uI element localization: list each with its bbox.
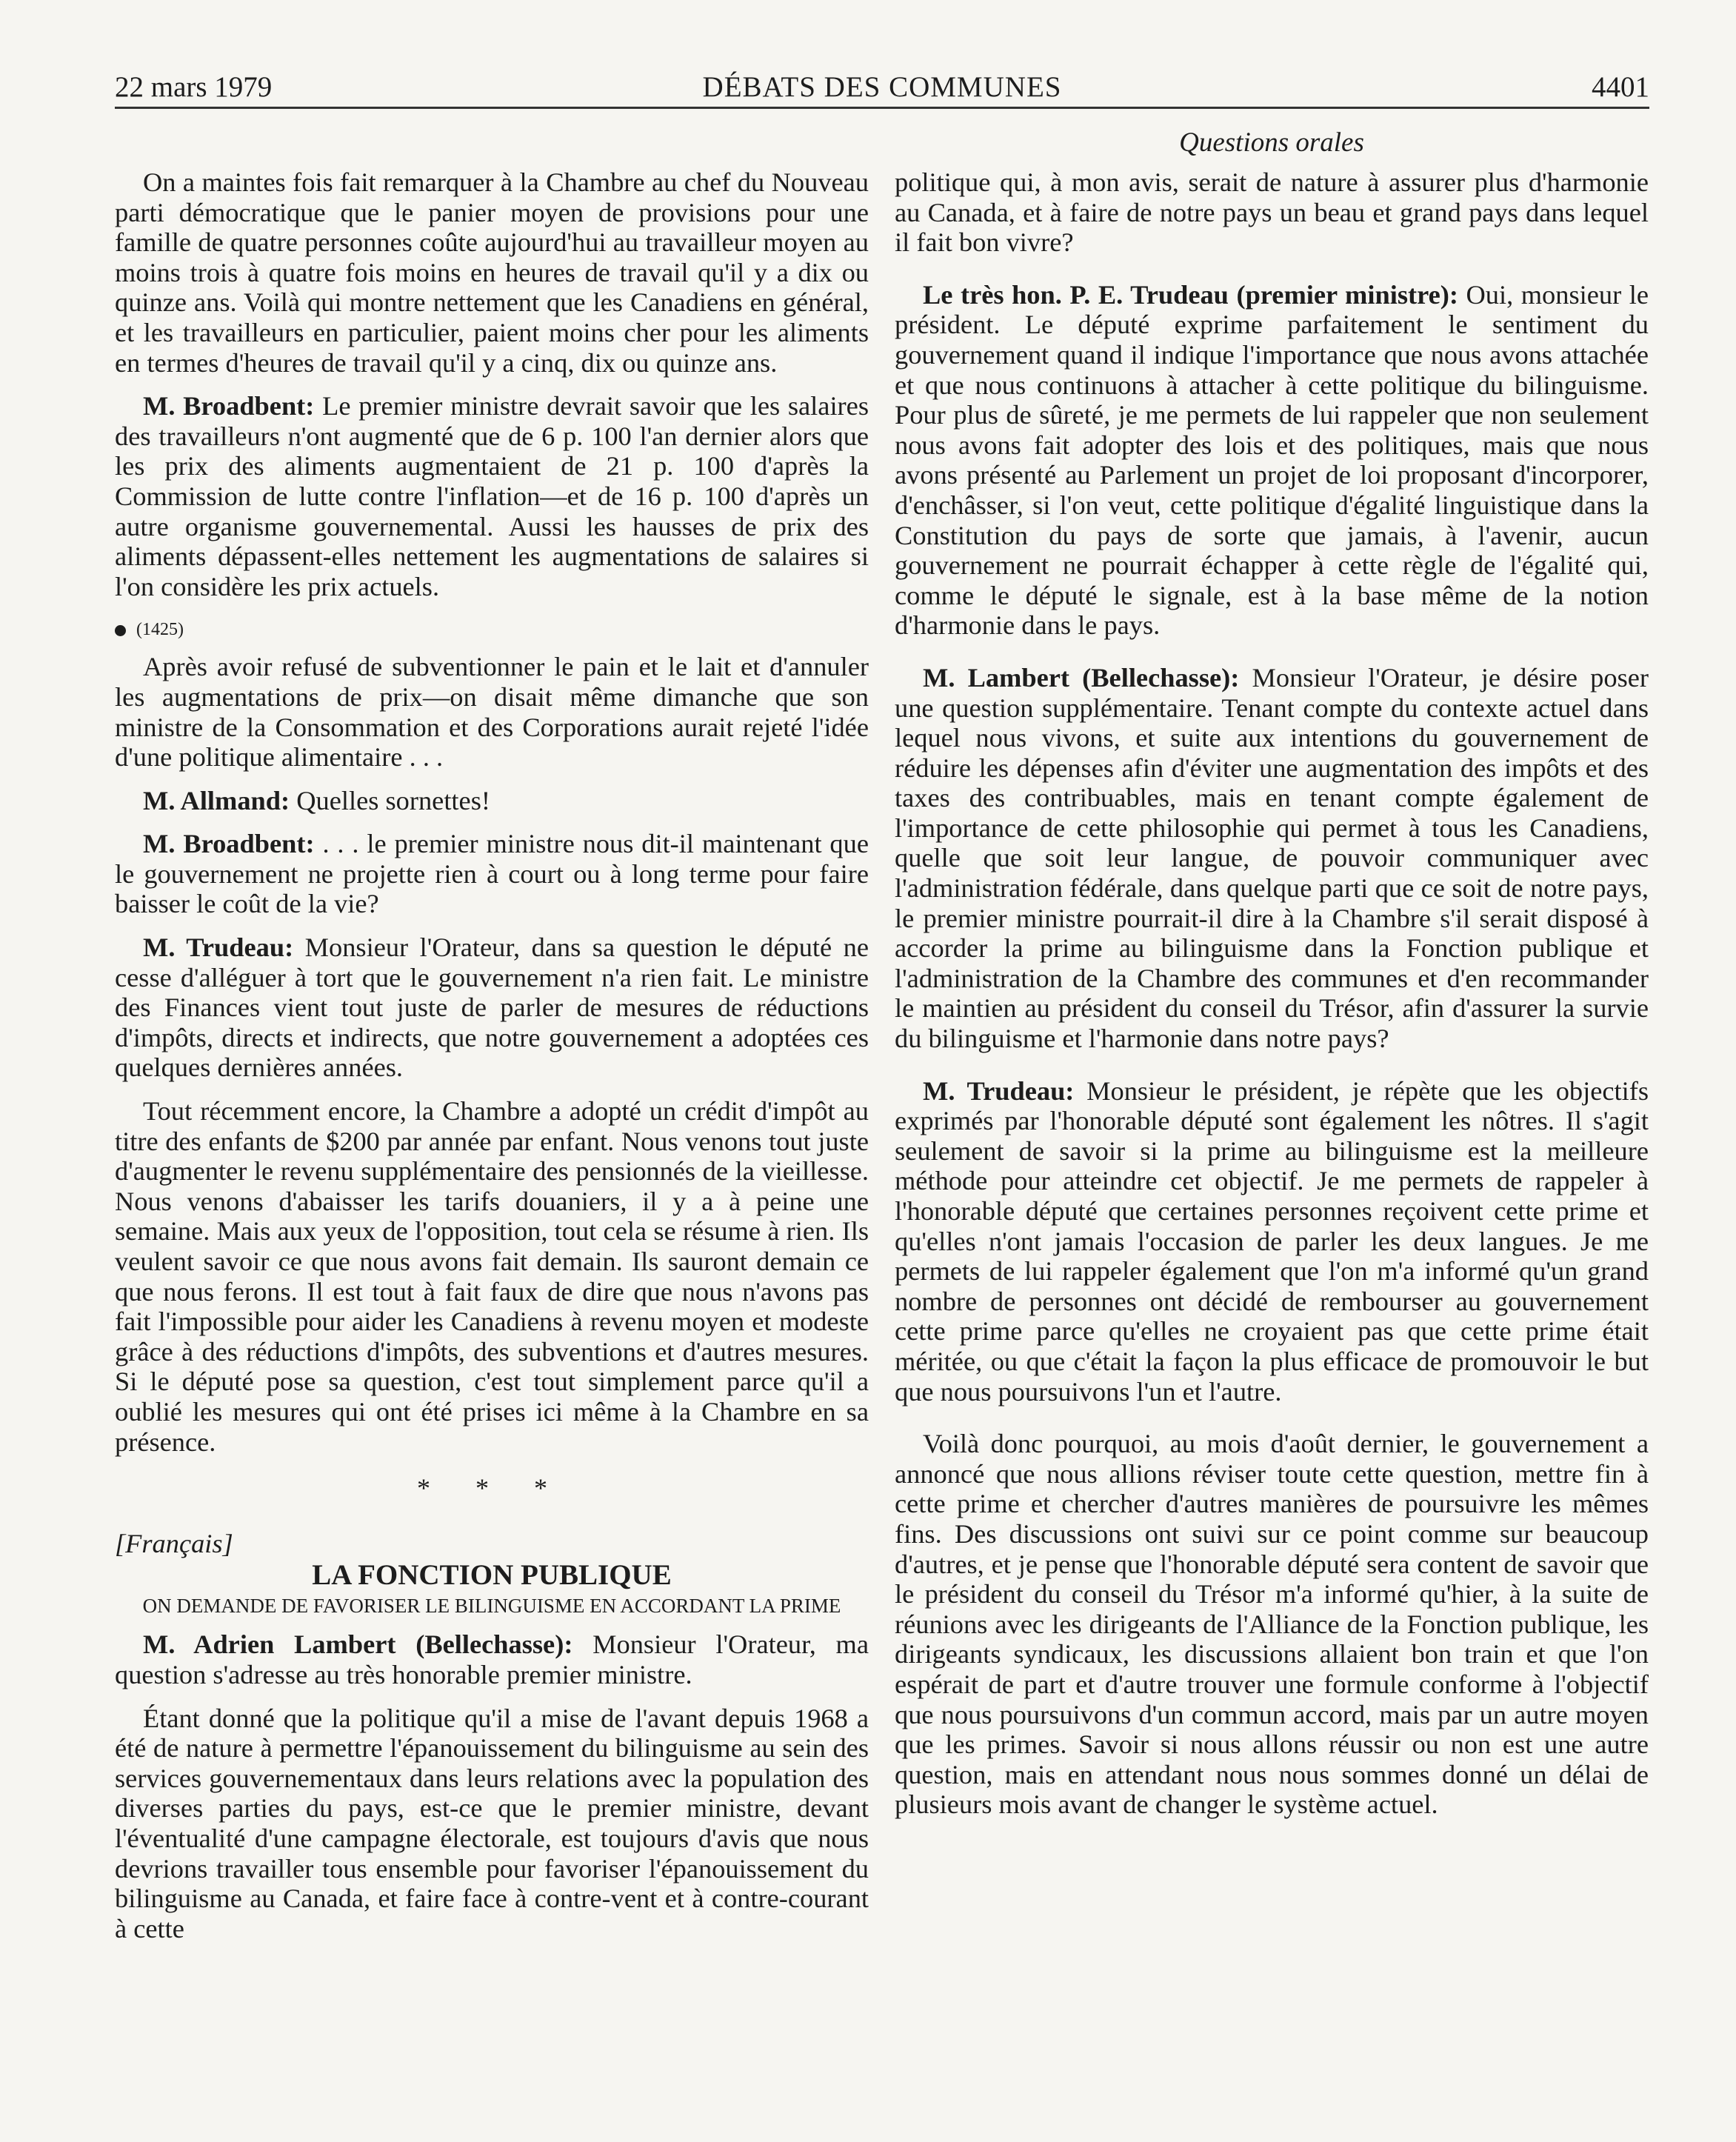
section-separator: * * * xyxy=(417,1473,567,1504)
paragraph xyxy=(115,829,869,919)
column-heading: Questions orales xyxy=(1179,127,1364,158)
speaker-name: M. Broadbent: xyxy=(143,391,315,421)
speaker-name: M. Allmand: xyxy=(143,785,290,815)
speaker-name: M. Trudeau: xyxy=(923,1075,1075,1106)
speaker-name: Le très hon. P. E. Trudeau (premier ministre): xyxy=(923,279,1458,310)
paragraph xyxy=(115,786,869,816)
paragraph: Tout récemment encore, la Chambre a adopté un crédit d'impôt au titre des enfants de $200 par année par enfant. Nous venons tout juste d'augmenter le revenu supplémentaire des pensionnés de la vieillesse. Nous venons d'abaisser les tarifs douaniers, il y a à peine une semaine. Mais aux yeux de l'opposition, tout cela se résume à rien. Ils veulent savoir ce que nous avons fait demain. Ils sauront demain ce que nous ferons. Il est tout à fait faux de dire que nous n'avons pas fait l'impossible pour aider les Canadiens à revenu moyen et modeste grâce à des réductions d'impôts, des subventions et d'autres mesures. Si le député pose sa question, c'est tout simplement parce qu'il a oublié les mesures qui ont été prises ici même à la Chambre en sa présence. xyxy=(115,1096,869,1457)
paragraph xyxy=(115,1629,869,1689)
speaker-name: M. Trudeau: xyxy=(143,932,294,963)
right-column xyxy=(895,167,1649,1833)
speech-text: . . . le premier ministre nous dit-il maintenant que le gouvernement ne projette rien à court ou à long terme pour faire baisser le coût de la vie? xyxy=(115,829,869,919)
paragraph: Étant donné que la politique qu'il a mise de l'avant depuis 1968 a été de nature à permettre l'épanouissement du bilinguisme au sein des services gouvernementaux dans leurs relations avec la population des diverses parties du pays, est-ce que le premier ministre, devant l'éventualité d'une campagne électorale, est toujours d'avis que nous devrions travailler tous ensemble pour favoriser l'épanouissement du bilinguisme au Canada, et faire face à contre-vent et à contre-courant à cette xyxy=(115,1703,869,1944)
bullet-dot-icon xyxy=(115,625,126,636)
header-title: DÉBATS DES COMMUNES xyxy=(702,71,1062,103)
paragraph: Après avoir refusé de subventionner le pain et le lait et d'annuler les augmentations de prix—on disait même dimanche que son ministre de la Consommation et des Corporations aurait rejeté l'idée d'une politique alimentaire . . . xyxy=(115,652,869,773)
speech-text: Le premier ministre devrait savoir que les salaires des travailleurs n'ont augmenté que de 6 p. 100 l'an dernier alors que les prix des aliments augmentaient de 21 p. 100 d'après la Commission de lutte contre l'inflation—et de 16 p. 100 d'après un autre organisme gouvernemental. Aussi les hausses de prix des aliments dépassent-elles nettement les augmentations de salaires si l'on considère les prix actuels. xyxy=(115,391,869,601)
time-marker-label: (1425) xyxy=(136,620,184,640)
speech-text: Quelles sornettes! xyxy=(290,785,490,815)
left-column xyxy=(115,167,869,1957)
page-number: 4401 xyxy=(1592,71,1649,103)
language-marker: [Français] xyxy=(115,1528,233,1558)
header-rule xyxy=(115,107,1649,109)
speaker-name: M. Lambert (Bellechasse): xyxy=(923,662,1240,693)
paragraph xyxy=(895,1076,1649,1407)
speech-text: Monsieur l'Orateur, ma question s'adresse au très honorable premier ministre. xyxy=(115,1629,869,1689)
paragraph xyxy=(895,663,1649,1054)
paragraph xyxy=(895,280,1649,641)
time-marker xyxy=(115,615,869,644)
speech-text: Monsieur le président, je répète que les objectifs exprimés par l'honorable député sont également les nôtres. Il s'agit seulement de savoir si la prime au bilinguisme est la meilleure méthode pour atteindre cet objectif. Je me permets de rappeler à l'honorable député que certaines personnes reçoivent cette prime et qu'elles n'ont jamais l'occasion de parler les deux langues. Je me permets de lui rappeler également que l'on m'a informé qu'un grand nombre de personnes ont décidé de rembourser au gouvernement cette prime parce qu'elles ne croyaient pas que cette prime était méritée, ou que c'était la façon la plus efficace de promouvoir le but que nous poursuivons l'un et l'autre. xyxy=(895,1075,1649,1407)
section-title: LA FONCTION PUBLIQUE xyxy=(312,1559,672,1592)
paragraph: Voilà donc pourquoi, au mois d'août dernier, le gouvernement a annoncé que nous allions réviser toute cette question, mettre fin à cette prime et chercher d'autres manières de poursuivre les mêmes fins. Des discussions ont suivi sur ce point comme sur beaucoup d'autres, et je pense que l'honorable député sera content de savoir que le président du conseil du Trésor m'a informé qu'hier, à la suite de réunions avec les dirigeants de l'Alliance de la Fonction publique, les dirigeants syndicaux, les discussions allaient bon train et que l'on espérait de part et d'autre trouver une formule conforme à l'objectif que nous poursuivons d'un commun accord, mais par un autre moyen que les primes. Savoir si nous allons réussir ou non est une autre question, mais en attendant nous nous sommes donné un délai de plusieurs mois avant de changer le système actuel. xyxy=(895,1429,1649,1820)
section-subtitle: ON DEMANDE DE FAVORISER LE BILINGUISME EN ACCORDANT LA PRIME xyxy=(142,1595,841,1618)
speech-text: Monsieur l'Orateur, je désire poser une question supplémentaire. Tenant compte du contexte actuel dans lequel nous vivons, et suite aux intentions du gouvernement de réduire les dépenses afin d'éviter une augmentation des impôts et des taxes des contribuables, mais en tenant compte également de l'importance de cette philosophie qui permet à tous les Canadiens, quelle que soit leur langue, de pouvoir communiquer avec l'administration fédérale, dans quelque parti que ce soit de notre pays, le premier ministre pourrait-il dire à la Chambre s'il serait disposé à accorder la prime au bilinguisme dans la Fonction publique et l'administration de la Chambre des communes et d'en recommander le maintien au président du conseil du Trésor, afin d'assurer la survie du bilinguisme et l'harmonie dans notre pays? xyxy=(895,662,1649,1054)
running-header xyxy=(115,68,1649,107)
paragraph xyxy=(115,932,869,1083)
speaker-name: M. Adrien Lambert (Bellechasse): xyxy=(143,1629,573,1660)
speaker-name: M. Broadbent: xyxy=(143,829,315,859)
speech-text: Oui, monsieur le président. Le député exprime parfaitement le sentiment du gouvernement quand il indique l'importance que nous avons attachée et que nous continuons à attacher à cette politique du bilinguisme. Pour plus de sûreté, je me permets de lui rappeler que non seulement nous avons fait adopter des lois et des politiques, mais que nous avons présenté au Parlement un projet de loi proposant d'incorporer, d'enchâsser, si l'on veut, cette politique d'égalité linguistique dans la Constitution du pays de sorte que jamais, à l'avenir, aucun gouvernement ne pourrait échapper à cette règle de l'égalité qui, comme le député le signale, est à la base même de la notion d'harmonie dans le pays. xyxy=(895,279,1649,641)
speech-text: Monsieur l'Orateur, dans sa question le député ne cesse d'alléguer à tort que le gouvernement n'a rien fait. Le ministre des Finances vient tout juste de parler de mesures de réductions d'impôts, directs et indirects, que notre gouvernement a adoptées ces quelques dernières années. xyxy=(115,932,869,1083)
paragraph xyxy=(115,391,869,601)
paragraph: politique qui, à mon avis, serait de nature à assurer plus d'harmonie au Canada, et à faire de notre pays un beau et grand pays dans lequel il fait bon vivre? xyxy=(895,167,1649,258)
header-date: 22 mars 1979 xyxy=(115,71,273,103)
paragraph: On a maintes fois fait remarquer à la Chambre au chef du Nouveau parti démocratique que le panier moyen de provisions pour une famille de quatre personnes coûte aujourd'hui au travailleur moyen au moins trois à quatre fois moins en heures de travail qu'il y a dix ou quinze ans. Voilà qui montre nettement que les Canadiens en général, et les travailleurs en particulier, paient moins cher pour les aliments en termes d'heures de travail qu'il y a cinq, dix ou quinze ans. xyxy=(115,167,869,378)
